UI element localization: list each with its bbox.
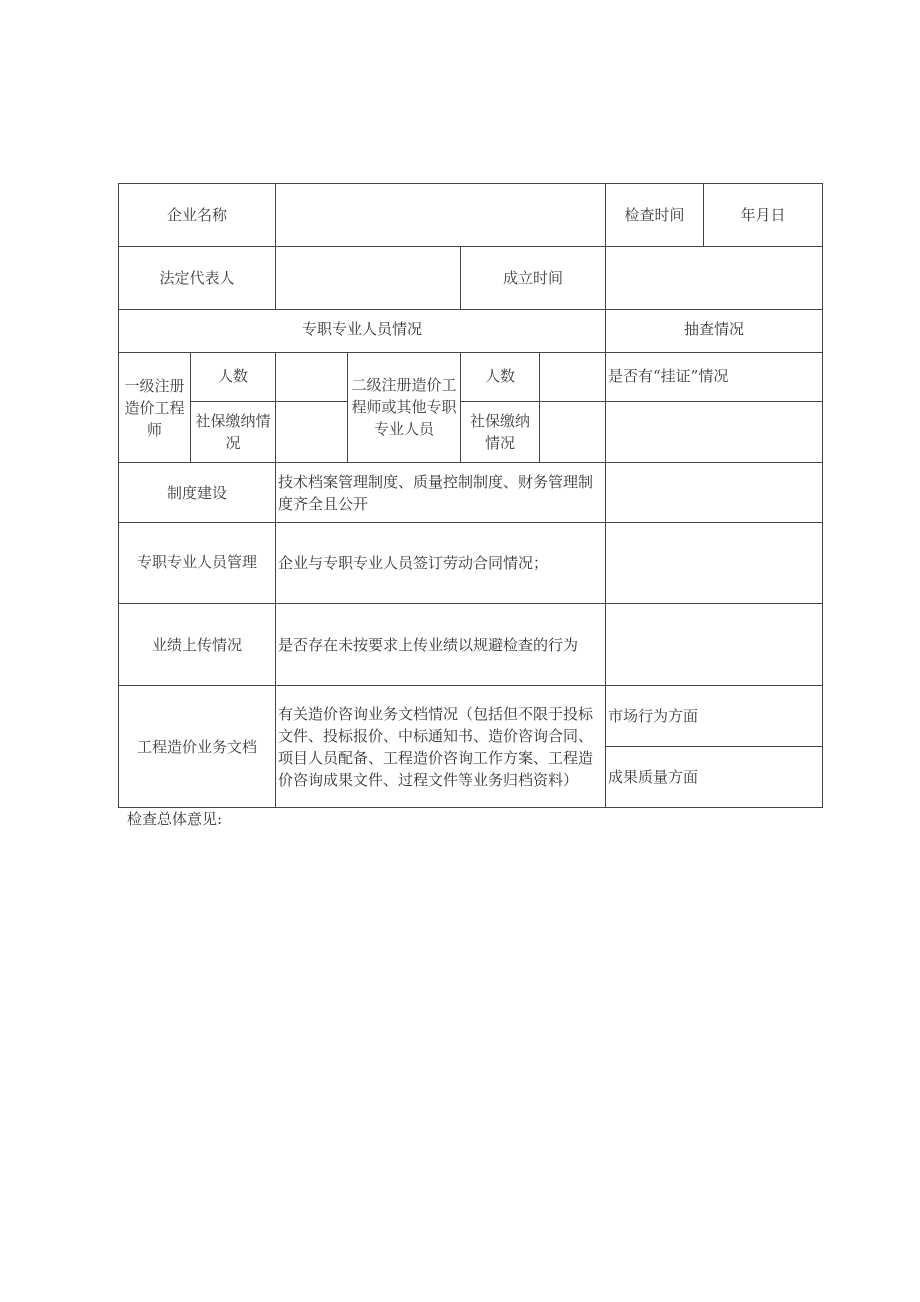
overall-opinion-label: 检查总体意见: xyxy=(127,810,223,828)
headcount-field-1[interactable] xyxy=(276,353,348,402)
staff-management-label: 专职专业人员管理 xyxy=(119,523,276,604)
row-docs-1 xyxy=(119,686,823,747)
row-performance xyxy=(119,604,823,686)
system-construction-label: 制度建设 xyxy=(119,463,276,523)
established-field[interactable] xyxy=(606,247,823,310)
established-label: 成立时间 xyxy=(461,247,606,310)
level1-engineer-label: 一级注册造价工程师 xyxy=(119,353,191,463)
inspection-form-table xyxy=(118,183,823,808)
legal-rep-label: 法定代表人 xyxy=(119,247,276,310)
guazheng-field[interactable] xyxy=(606,402,823,463)
row-staff-management xyxy=(119,523,823,604)
system-construction-check[interactable] xyxy=(606,463,823,523)
staff-management-check[interactable] xyxy=(606,523,823,604)
row-legal-rep xyxy=(119,247,823,310)
system-construction-content: 技术档案管理制度、质量控制制度、财务管理制度齐全且公开 xyxy=(276,463,606,523)
performance-upload-content: 是否存在未按要求上传业绩以规避检查的行为 xyxy=(276,604,606,686)
social-insurance-label-1: 社保缴纳情况 xyxy=(191,402,276,463)
row-section-headers xyxy=(119,310,823,353)
headcount-field-2[interactable] xyxy=(540,353,606,402)
guazheng-label: 是否有“挂证”情况 xyxy=(606,353,823,402)
result-quality-label: 成果质量方面 xyxy=(606,747,823,808)
level2-staff-label: 二级注册造价工程师或其他专职专业人员 xyxy=(348,353,461,463)
staff-section-title: 专职专业人员情况 xyxy=(119,310,606,353)
performance-upload-label: 业绩上传情况 xyxy=(119,604,276,686)
social-insurance-label-2: 社保缴纳情况 xyxy=(461,402,540,463)
market-behavior-label: 市场行为方面 xyxy=(606,686,823,747)
inspection-date-field[interactable]: 年月日 xyxy=(704,184,823,247)
legal-rep-field[interactable] xyxy=(276,247,461,310)
headcount-label-1: 人数 xyxy=(191,353,276,402)
row-system xyxy=(119,463,823,523)
row-headcount xyxy=(119,353,823,402)
performance-upload-check[interactable] xyxy=(606,604,823,686)
row-social-insurance xyxy=(119,402,823,463)
headcount-label-2: 人数 xyxy=(461,353,540,402)
social-insurance-field-1[interactable] xyxy=(276,402,348,463)
spot-check-title: 抽查情况 xyxy=(606,310,823,353)
business-docs-content: 有关造价咨询业务文档情况（包括但不限于投标文件、投标报价、中标通知书、造价咨询合同、项目人员配备、工程造价咨询工作方案、工程造价咨询成果文件、过程文件等业务归档资料） xyxy=(276,686,606,808)
inspection-time-label: 检查时间 xyxy=(606,184,704,247)
company-name-label: 企业名称 xyxy=(119,184,276,247)
row-company xyxy=(119,184,823,247)
business-docs-label: 工程造价业务文档 xyxy=(119,686,276,808)
social-insurance-field-2[interactable] xyxy=(540,402,606,463)
company-name-field[interactable] xyxy=(276,184,606,247)
staff-management-content: 企业与专职专业人员签订劳动合同情况； xyxy=(276,523,606,604)
